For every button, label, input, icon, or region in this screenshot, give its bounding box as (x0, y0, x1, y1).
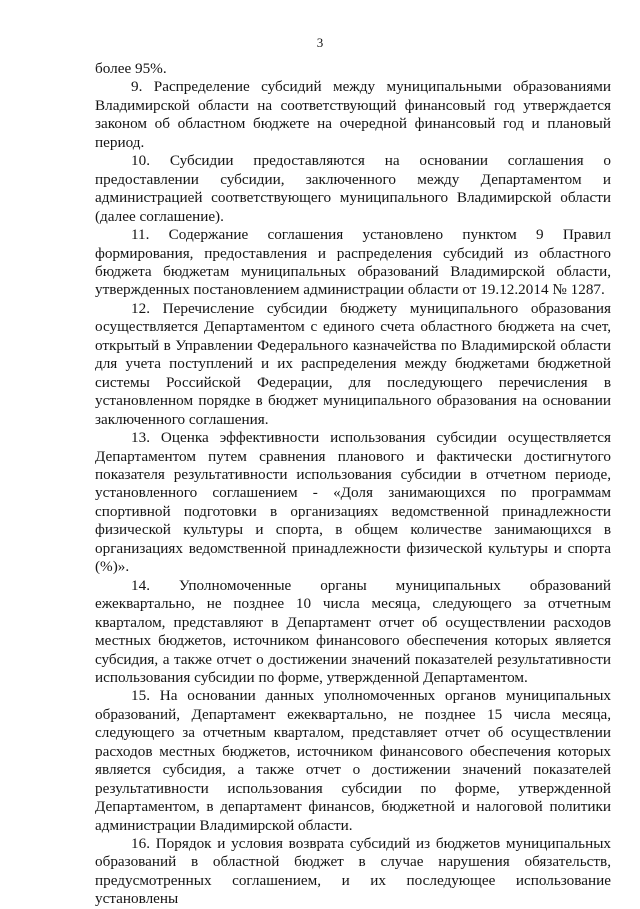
paragraph-10: 10. Субсидии предоставляются на основании соглашения о предоставлении субсидии, заключенного между Департаментом и администрацией соответствующего муниципального Владимирской области (далее соглашение). (95, 152, 611, 225)
paragraph-15: 15. На основании данных уполномоченных органов муниципальных образований, Департамент ежеквартально, не позднее 15 числа месяца, следующего за отчетным кварталом, представляет отчет об осуществлении расходов местных бюджетов, источником финансового обеспечения которых является субсидия, а также отчет о достижении значений показателей результативности использования субсидии по форме, утвержденной Департаментом, в департамент финансов, бюджетной и налоговой политики администрации Владимирской области. (95, 687, 611, 834)
paragraph-11: 11. Содержание соглашения установлено пунктом 9 Правил формирования, предоставления и распределения субсидий из областного бюджета бюджетам муниципальных образований Владимирской области, утвержденных постановлением администрации области от 19.12.2014 № 1287. (95, 226, 611, 299)
paragraph-9: 9. Распределение субсидий между муниципальными образованиями Владимирской области на соответствующий финансовый год утверждается законом об областном бюджете на очередной финансовый год и плановый период. (95, 78, 611, 151)
paragraph-12: 12. Перечисление субсидии бюджету муниципального образования осуществляется Департаментом с единого счета областного бюджета на счет, открытый в Управлении Федерального казначейства по Владимирской области для учета поступлений и их распределения между бюджетами бюджетной системы Российской Федерации, для последующего перечисления в установленном порядке в бюджет муниципального образования на основании заключенного соглашения. (95, 299, 611, 428)
paragraph-continuation: более 95%. (95, 60, 167, 77)
paragraph-16: 16. Порядок и условия возврата субсидий из бюджетов муниципальных образований в областной бюджет в случае нарушения обязательств, предусмотренных соглашением, и их последующее использование установлены (95, 835, 611, 908)
paragraph-13: 13. Оценка эффективности использования субсидии осуществляется Департаментом путем сравнения планового и фактически достигнутого показателя результативности использования субсидии в отчетном периоде, установленного соглашением - «Доля занимающихся по программам спортивной подготовки в организациях ведомственной принадлежности физической культуры и спорта, в общем количестве занимающихся в организациях ведомственной принадлежности физической культуры и спорта (%)». (95, 429, 611, 576)
paragraph-14: 14. Уполномоченные органы муниципальных образований ежеквартально, не позднее 10 числа месяца, следующего за отчетным кварталом, представляют в Департамент отчет об осуществлении расходов местных бюджетов, источником финансового обеспечения которых является субсидия, а также отчет о достижении значений показателей результативности использования субсидии по форме, утвержденной Департаментом. (95, 576, 611, 686)
document-body (95, 60, 611, 909)
page-number: 3 (316, 35, 324, 50)
